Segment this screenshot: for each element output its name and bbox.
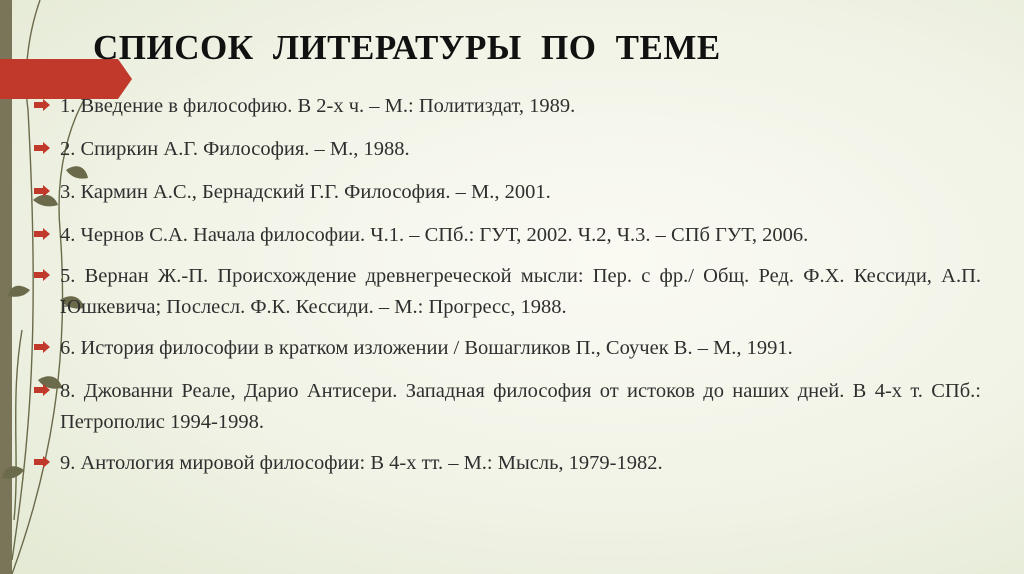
list-item — [34, 177, 981, 208]
arrow-right-icon — [34, 269, 50, 281]
page-title: СПИСОК ЛИТЕРАТУРЫ ПО ТЕМЕ — [93, 28, 721, 67]
arrow-right-icon — [34, 341, 50, 353]
list-item — [34, 261, 981, 323]
reference-text: 4. Чернов С.А. Начала философии. Ч.1. – СПб.: ГУТ, 2002. Ч.2, Ч.3. – СПб ГУТ, 2006. — [60, 224, 809, 246]
arrow-right-icon — [34, 228, 50, 240]
reference-text: 1. Введение в философию. В 2-х ч. – М.: Политиздат, 1989. — [60, 95, 576, 117]
reference-text: 8. Джованни Реале, Дарио Антисери. Западная философия от истоков до наших дней. В 4-х т. СПб.: Петрополис 1994-1998. — [60, 380, 981, 433]
arrow-right-icon — [34, 384, 50, 396]
list-item — [34, 91, 981, 122]
list-item — [34, 134, 981, 165]
arrow-right-icon — [34, 142, 50, 154]
list-item — [34, 448, 981, 479]
arrow-right-icon — [34, 456, 50, 468]
list-item — [34, 333, 981, 364]
reference-text: 5. Вернан Ж.-П. Происхождение древнегреческой мысли: Пер. с фр./ Общ. Ред. Ф.Х. Кессиди, А.П. Юшкевича; Послесл. Ф.К. Кессиди. – М.: Прогресс, 1988. — [60, 265, 981, 318]
list-item — [34, 220, 981, 251]
arrow-right-icon — [34, 185, 50, 197]
reference-text: 9. Антология мировой философии: В 4-х тт. – М.: Мысль, 1979-1982. — [60, 452, 663, 474]
reference-list — [34, 91, 981, 491]
reference-text: 6. История философии в кратком изложении / Вошагликов П., Соучек В. – М., 1991. — [60, 337, 793, 359]
arrow-right-icon — [34, 99, 50, 111]
reference-text: 3. Кармин А.С., Бернадский Г.Г. Философия. – М., 2001. — [60, 181, 551, 203]
reference-text: 2. Спиркин А.Г. Философия. – М., 1988. — [60, 138, 410, 160]
list-item — [34, 376, 981, 438]
